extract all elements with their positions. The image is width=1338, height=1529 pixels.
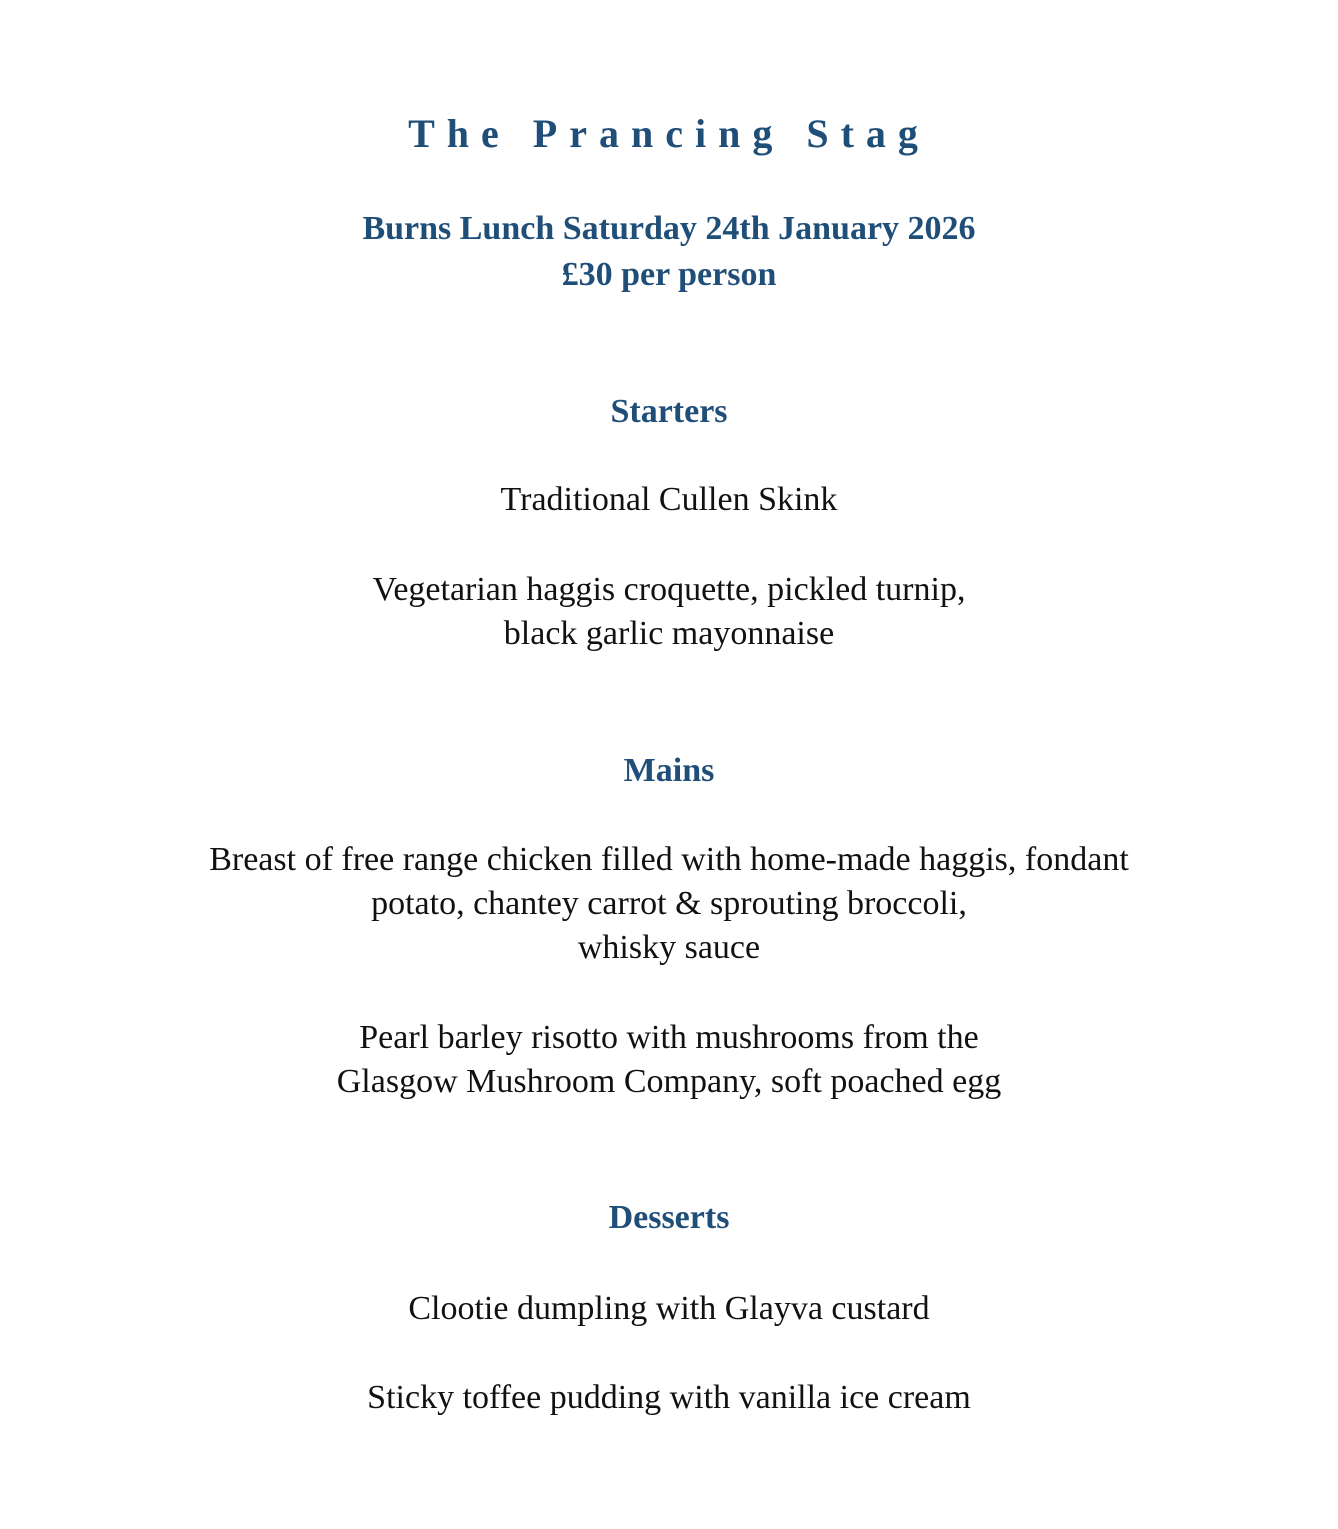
event-title: Burns Lunch Saturday 24th January 2026 <box>362 210 976 247</box>
starter-item <box>0 568 1338 656</box>
dish-line: Breast of free range chicken filled with home-made haggis, fondant <box>209 841 1129 878</box>
dish-line: black garlic mayonnaise <box>503 615 835 652</box>
main-item <box>0 1016 1338 1104</box>
dessert-item <box>0 1376 1338 1420</box>
dish-line: whisky sauce <box>577 929 761 966</box>
starter-item <box>0 478 1338 522</box>
event-price: £30 per person <box>561 256 777 293</box>
dessert-item <box>0 1287 1338 1331</box>
dish-line: Traditional Cullen Skink <box>500 481 838 518</box>
dish-line: Sticky toffee pudding with vanilla ice cream <box>367 1379 971 1416</box>
main-item <box>0 838 1338 970</box>
restaurant-name: The Prancing Stag <box>408 111 930 156</box>
dish-line: Vegetarian haggis croquette, pickled turnip, <box>372 571 966 608</box>
desserts-heading: Desserts <box>608 1199 730 1236</box>
dish-line: Clootie dumpling with Glayva custard <box>408 1290 930 1327</box>
starters-heading: Starters <box>610 393 728 430</box>
dish-line: Glasgow Mushroom Company, soft poached egg <box>336 1063 1002 1100</box>
dish-line: potato, chantey carrot & sprouting broccoli, <box>371 885 967 922</box>
dish-line: Pearl barley risotto with mushrooms from the <box>359 1019 979 1056</box>
mains-heading: Mains <box>623 752 715 789</box>
